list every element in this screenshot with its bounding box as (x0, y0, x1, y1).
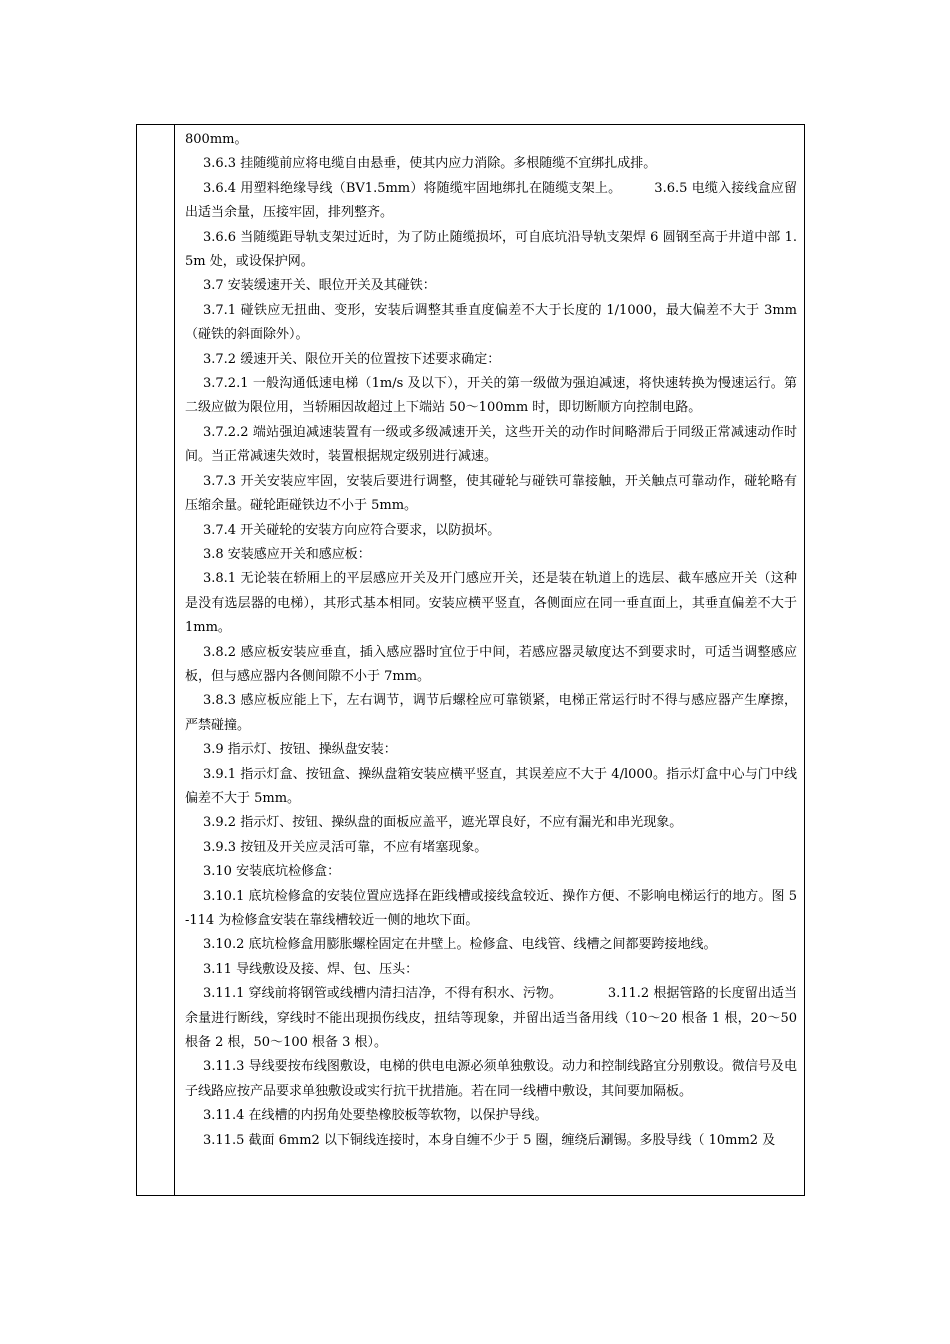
paragraph: 3.8 安装感应开关和感应板： (203, 546, 371, 562)
paragraph: 3.7.2 缓速开关、限位开关的位置按下述要求确定： (203, 351, 501, 367)
paragraph: 3.9.3 按钮及开关应灵活可靠，不应有堵塞现象。 (203, 839, 488, 855)
paragraph: 800mm。 (185, 132, 248, 147)
document-table (136, 124, 805, 1196)
paragraph: 3.8.1 无论装在轿厢上的平层感应开关及开门感应开关，还是装在轨道上的选层、截车感应开关（这种是没有选层器的电梯），其形式基本相同。安装应横平竖直，各侧面应在同一垂直面上，其垂直偏差不大于 1mm。 (185, 571, 797, 636)
paragraph: 3.9 指示灯、按钮、操纵盘安装： (203, 742, 397, 758)
paragraph: 3.7 安装缓速开关、眼位开关及其碰铁： (203, 278, 436, 294)
paragraph: 3.11 导线敷设及接、焊、包、压头： (203, 961, 419, 977)
paragraph: 3.6.3 挂随缆前应将电缆自由悬垂，使其内应力消除。多根随缆不宜绑扎成排。 (203, 156, 657, 172)
paragraph: 3.9.1 指示灯盒、按钮盒、操纵盘箱安装应横平竖直，其误差应不大于 4/l000。指示灯盒中心与门中线偏差不大于 5mm。 (185, 766, 797, 806)
paragraph: 3.11.5 截面 6mm2 以下铜线连接时，本身自缠不少于 5 圈，缠绕后涮锡。多股导线（ 10mm2 及 (203, 1132, 776, 1148)
paragraph: 3.7.1 碰铁应无扭曲、变形，安装后调整其垂直度偏差不大于长度的 1/1000，最大偏差不大于 3mm（碰铁的斜面除外）。 (185, 302, 797, 343)
paragraph: 3.6.4 用塑料绝缘导线（BV1.5mm）将随缆牢固地绑扎在随缆支架上。 3.6.5 电缆入接线盒应留出适当余量，压接牢固，排列整齐。 (185, 180, 797, 221)
left-column (137, 125, 175, 1195)
paragraph: 3.10.2 底坑检修盒用膨胀螺栓固定在井壁上。检修盒、电线管、线槽之间都要跨接地线。 (203, 937, 717, 953)
content-cell (185, 128, 797, 1153)
paragraph: 3.7.2.2 端站强迫减速装置有一级或多级减速开关，这些开关的动作时间略滞后于同级正常减速动作时间。当正常减速失效时，装置根据规定级别进行减速。 (185, 424, 797, 465)
paragraph: 3.11.4 在线槽的内拐角处要垫橡胶板等软物，以保护导线。 (203, 1108, 548, 1124)
paragraph: 3.10.1 底坑检修盒的安装位置应选择在距线槽或接线盒较近、操作方便、不影响电梯运行的地方。图 5-114 为检修盒安装在靠线槽较近一侧的地坎下面。 (185, 888, 797, 928)
paragraph: 3.10 安装底坑检修盒： (203, 864, 341, 880)
paragraph: 3.7.4 开关碰轮的安装方向应符合要求，以防损坏。 (203, 522, 501, 538)
paragraph: 3.8.3 感应板应能上下，左右调节，调节后螺栓应可靠锁紧，电梯正常运行时不得与感应器产生摩擦，严禁碰撞。 (185, 693, 797, 733)
paragraph: 3.7.2.1 一般沟通低速电梯（1m/s 及以下），开关的第一级做为强迫减速，将快速转换为慢速运行。第二级应做为限位用，当轿厢因故超过上下端站 50～100mm 时，即切断顺方向控制电路。 (185, 376, 797, 416)
paragraph: 3.11.1 穿线前将钢管或线槽内清扫洁净，不得有积水、污物。 3.11.2 根据管路的长度留出适当余量进行断线，穿线时不能出现损伤线皮，扭结等现象，并留出适当备用线（10～20 根备 1 根，20～50 根备 2 根，50～100 根备 3 根）。 (185, 986, 797, 1051)
paragraph: 3.8.2 感应板安装应垂直，插入感应器时宜位于中间，若感应器灵敏度达不到要求时，可适当调整感应板，但与感应器内各侧间隙不小于 7mm。 (185, 644, 797, 684)
paragraph: 3.11.3 导线要按布线图敷设，电梯的供电电源必须单独敷设。动力和控制线路宜分别敷设。微信号及电子线路应按产品要求单独敷设或实行抗干扰措施。若在同一线槽中敷设，其间要加隔板。 (185, 1059, 797, 1099)
paragraph: 3.9.2 指示灯、按钮、操纵盘的面板应盖平，遮光罩良好，不应有漏光和串光现象。 (203, 815, 683, 831)
paragraph: 3.7.3 开关安装应牢固，安装后要进行调整，使其碰轮与碰铁可靠接触，开关触点可靠动作，碰轮略有压缩余量。碰轮距碰铁边不小于 5mm。 (185, 473, 797, 514)
paragraph: 3.6.6 当随缆距导轨支架过近时，为了防止随缆损坏，可自底坑沿导轨支架焊 6 圆钢至高于井道中部 1.5m 处，或设保护网。 (185, 229, 797, 270)
